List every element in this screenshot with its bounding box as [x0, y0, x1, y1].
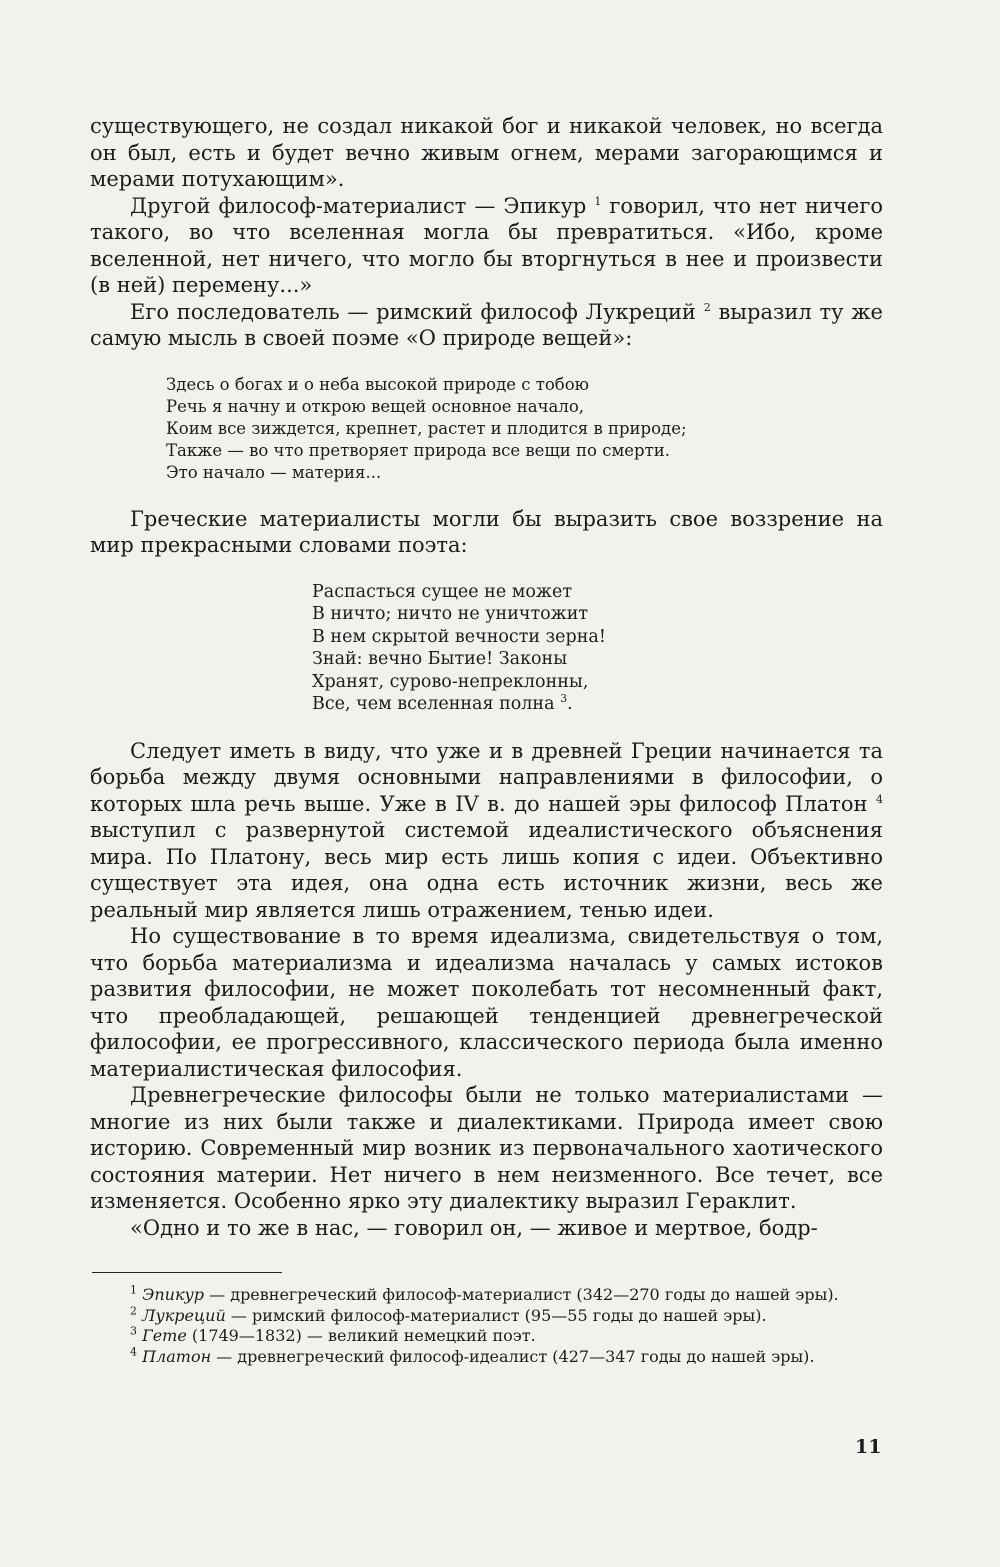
footnote-term: Эпикур — [142, 1285, 205, 1304]
poem-line: Хранят, сурово-непреклонны, — [312, 671, 589, 692]
poem-line: В нем скрытой вечности зерна! — [312, 626, 606, 647]
paragraph-3-text-a: Его последователь — римский философ Лукреций — [130, 299, 696, 324]
footnote-2 — [90, 1306, 883, 1327]
footnotes — [90, 1285, 883, 1367]
footnote-ref-2: 2 — [703, 300, 711, 314]
footnote-text: — древнегреческий философ-идеалист (427—347 годы до нашей эры). — [216, 1346, 815, 1366]
paragraph-3-text-b: выразил ту же самую мысль в своей поэме «О природе вещей»: — [90, 299, 883, 350]
poem-line: Распасться сущее не может — [312, 581, 573, 602]
footnote-ref-4: 4 — [876, 792, 883, 806]
poem-line-text: Все, чем вселенная полна — [312, 694, 555, 714]
paragraph-5-text-b: выступил с развернутой системой идеалистического объяснения мира. По Платону, весь мир есть лишь копия с идеи. Объективно существует эта идея, она одна есть источник жизни, весь же реальный мир является лишь отражением, тенью идеи. — [90, 818, 883, 922]
poem-line: Знай: вечно Бытие! Законы — [312, 649, 568, 669]
poem-line: В ничто; ничто не уничтожит — [312, 604, 589, 624]
footnote-text: (1749—1832) — великий немецкий поэт. — [191, 1326, 536, 1345]
footnote-term: Платон — [142, 1346, 212, 1366]
footnote-number: 3 — [130, 1324, 137, 1338]
footnote-ref-3: 3 — [560, 692, 568, 706]
poem-line: Также — во что претворяет природа все вещи по смерти. — [166, 440, 670, 460]
footnote-1 — [90, 1285, 883, 1306]
footnote-ref-1: 1 — [594, 194, 602, 208]
poem-line-last — [312, 693, 883, 716]
footnote-number: 2 — [130, 1304, 137, 1318]
paragraph-5 — [90, 738, 883, 924]
footnote-text: — древнегреческий философ-материалист (342—270 годы до нашей эры). — [209, 1285, 839, 1304]
footnote-number: 1 — [130, 1283, 137, 1297]
paragraph-6: Но существование в то время идеализма, свидетельствуя о том, что борьба материализма и идеализма началась у самых истоков развития философии, не может поколебать тот несомненный факт, что преобладающей, решающей тенденцией древнегреческой философии, ее прогрессивного, классического периода была именно материалистическая философия. — [90, 924, 883, 1081]
paragraph-7: Древнегреческие философы были не только материалистами — многие из них были также и диалектиками. Природа имеет свою историю. Современный мир возник из первоначального хаотического состояния материи. Нет ничего в нем неизменного. Все течет, все изменяется. Особенно ярко эту диалектику выразил Гераклит. — [90, 1083, 883, 1213]
main-text — [90, 113, 883, 1241]
footnote-4 — [90, 1347, 883, 1368]
paragraph-4: Греческие материалисты могли бы выразить свое воззрение на мир прекрасными словами поэта: — [90, 506, 883, 557]
footnote-divider — [92, 1272, 282, 1273]
paragraph-5-text-a: Следует иметь в виду, что уже и в древней Греции начинается та борьба между двумя основными направлениями в философии, о которых шла речь выше. Уже в IV в. до нашей эры философ Платон — [90, 738, 883, 816]
poem-line-end: . — [567, 694, 573, 714]
poem-line: Коим все зиждется, крепнет, растет и плодится в природе; — [166, 418, 687, 438]
paragraph-3 — [90, 299, 883, 352]
poem-line: Речь я начну и открою вещей основное начало, — [166, 396, 585, 416]
footnote-3 — [90, 1326, 883, 1347]
paragraph-2-text-a: Другой философ-материалист — Эпикур — [130, 193, 587, 218]
paragraph-2 — [90, 193, 883, 299]
poem-line: Здесь о богах и о неба высокой природе с тобою — [166, 374, 590, 394]
footnote-term: Гете — [142, 1326, 187, 1345]
lucretius-poem — [166, 374, 883, 484]
goethe-poem — [312, 581, 883, 716]
paragraph-1: существующего, не создал никакой бог и никакой человек, но всегда он был, есть и будет вечно живым огнем, мерами загорающимся и мерами потухающим». — [90, 114, 883, 191]
page-number: 11 — [855, 1436, 882, 1458]
footnote-term: Лукреций — [142, 1305, 226, 1325]
footnote-text: — римский философ-материалист (95—55 годы до нашей эры). — [230, 1305, 767, 1325]
poem-line: Это начало — материя... — [166, 462, 382, 482]
footnote-number: 4 — [130, 1345, 137, 1359]
paragraph-8: «Одно и то же в нас, — говорил он, — живое и мертвое, бодр- — [130, 1215, 818, 1240]
paragraph-2-text-b: говорил, что нет ничего такого, во что вселенная могла бы превратиться. «Ибо, кроме вселенной, нет ничего, что могло бы вторгнуться в нее и произвести (в ней) перемену...» — [90, 193, 883, 297]
